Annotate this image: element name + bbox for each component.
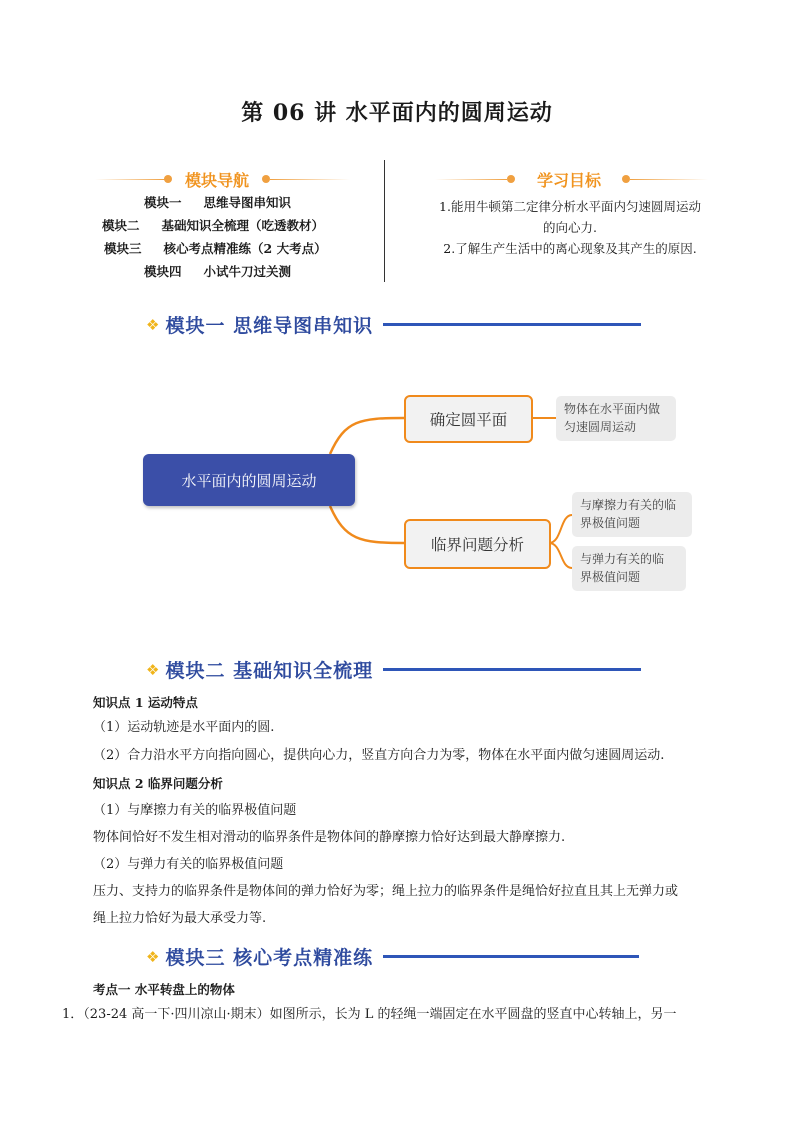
nav-header-dot-right (262, 175, 270, 183)
goals-header-dot-right (622, 175, 630, 183)
goal-line-3: 2.了解生产生活中的离心现象及其产生的原因. (443, 241, 697, 256)
nav-item-2[interactable] (102, 216, 324, 234)
section-rule (383, 668, 641, 671)
section-title: 模块一 思维导图串知识 (165, 315, 374, 337)
mindmap-leaf-friction-critical (572, 492, 692, 537)
section-title: 模块三 核心考点精准练 (165, 947, 374, 969)
section-rule (383, 955, 639, 958)
diamond-icon: ❖ (146, 947, 160, 966)
diamond-icon: ❖ (146, 315, 160, 334)
mindmap-root-node: 水平面内的圆周运动 (143, 454, 355, 506)
nav-header-dot-left (164, 175, 172, 183)
nav-item-text: 思维导图串知识 (203, 195, 292, 210)
section-header-2 (146, 656, 641, 683)
goals-header-dot-left (507, 175, 515, 183)
question-number: 1． (62, 1007, 84, 1022)
goals-header-line-left (435, 179, 507, 180)
paragraph: （1）运动轨迹是水平面内的圆. (93, 720, 275, 735)
nav-item-3[interactable] (104, 239, 327, 257)
nav-item-text: 小试牛刀过关测 (203, 264, 292, 279)
nav-item-text: 核心考点精准练（2 大考点） (163, 241, 327, 256)
mindmap-branch-critical-analysis: 临界问题分析 (404, 519, 551, 569)
nav-header-line-left (95, 179, 165, 180)
mindmap-leaf-elastic-critical (572, 546, 686, 591)
knowledge-point-2-title: 知识点 2 临界问题分析 (93, 776, 223, 791)
nav-item-4[interactable] (144, 262, 291, 280)
leaf-line: 与摩擦力有关的临 (580, 498, 677, 512)
nav-item-module: 模块二 (102, 218, 140, 233)
leaf-line: 物体在水平面内做 (564, 402, 661, 416)
page-title: 第 06 讲 水平面内的圆周运动 (241, 100, 553, 126)
diamond-icon: ❖ (146, 660, 160, 679)
goals-header-line-right (630, 179, 708, 180)
section-header-1 (146, 311, 641, 338)
paragraph: （2）与弹力有关的临界极值问题 (93, 857, 284, 872)
nav-header-line-right (270, 179, 350, 180)
nav-item-module: 模块三 (104, 241, 142, 256)
leaf-line: 界极值问题 (580, 516, 641, 530)
leaf-line: 匀速圆周运动 (564, 420, 637, 434)
section-rule (383, 323, 641, 326)
goal-line-1: 1.能用牛顿第二定律分析水平面内匀速圆周运动 (439, 199, 701, 214)
knowledge-point-1-title: 知识点 1 运动特点 (93, 695, 198, 710)
paragraph: 压力、支持力的临界条件是物体间的弹力恰好为零；绳上拉力的临界条件是绳恰好拉直且其上无弹力或 (93, 884, 679, 899)
goal-line-2: 的向心力. (543, 220, 597, 235)
section-title: 模块二 基础知识全梳理 (165, 660, 374, 682)
exam-point-1-title: 考点一 水平转盘上的物体 (93, 982, 235, 997)
mindmap-leaf-uniform-motion (556, 396, 676, 441)
question-text: （23-24 高一下·四川凉山·期末）如图所示，长为 L 的轻绳一端固定在水平圆盘的竖直中心转轴上，另一 (83, 1007, 677, 1022)
header-divider (384, 160, 385, 282)
nav-item-1[interactable] (144, 193, 291, 211)
nav-item-text: 基础知识全梳理（吃透教材） (161, 218, 325, 233)
mindmap-branch-circle-plane: 确定圆平面 (404, 395, 533, 443)
paragraph: 绳上拉力恰好为最大承受力等. (93, 911, 267, 926)
goals-heading: 学习目标 (536, 171, 601, 190)
nav-item-module: 模块四 (144, 264, 182, 279)
question-1 (62, 1004, 677, 1026)
leaf-line: 与弹力有关的临 (580, 552, 665, 566)
nav-heading: 模块导航 (184, 171, 249, 190)
section-header-3 (146, 943, 639, 970)
leaf-line: 界极值问题 (580, 570, 641, 584)
paragraph: （2）合力沿水平方向指向圆心，提供向心力，竖直方向合力为零，物体在水平面内做匀速圆周运动. (93, 748, 665, 763)
nav-item-module: 模块一 (144, 195, 182, 210)
paragraph: （1）与摩擦力有关的临界极值问题 (93, 803, 297, 818)
paragraph: 物体间恰好不发生相对滑动的临界条件是物体间的静摩擦力恰好达到最大静摩擦力. (93, 830, 566, 845)
